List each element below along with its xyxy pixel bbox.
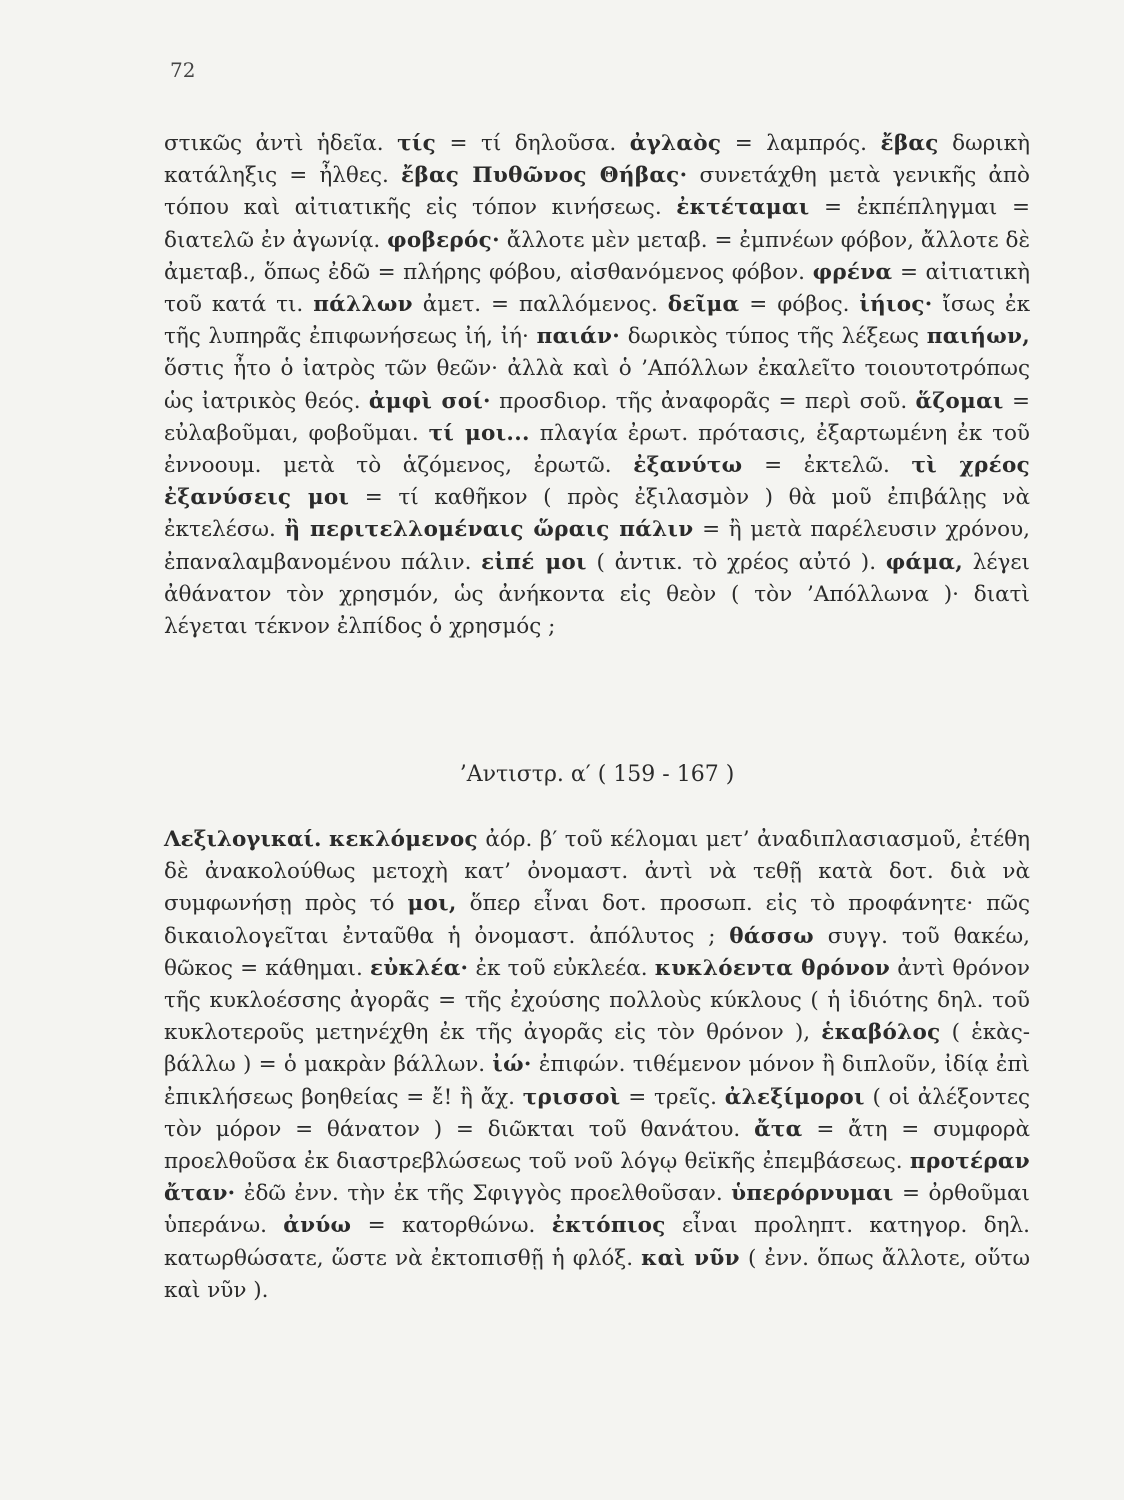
text-run: ἀντὶ θρόνον τῆς κυκλοέσσης ἀγορᾶς = τῆς ἐχούσης πολλοὺς κύκλους ( ἡ ἰδιότης δηλ. τοῦ κυκλοτεροῦς μετηνέχθη ἐκ τῆς ἀγορᾶς εἰς τὸν θρόνον ), bbox=[164, 955, 1030, 1046]
text-run: λέγει ἀθάνατον τὸν χρησμόν, ὡς ἀνήκοντα εἰς θεὸν ( τὸν ’Απόλλωνα )· διατὶ λέγεται τέκνον ἐλπίδος ὁ χρησμός ; bbox=[164, 549, 1030, 640]
text-run: συγγ. τοῦ θακέω, θῶκος = κάθημαι. bbox=[164, 923, 1030, 981]
text-run bbox=[321, 827, 329, 852]
keyword: εἰπέ μοι bbox=[481, 549, 587, 575]
keyword: ἀνύω bbox=[283, 1213, 352, 1239]
section-heading: ’Αντιστρ. α′ ( 159 - 167 ) bbox=[459, 762, 735, 787]
text-run: = κατορθώνω. bbox=[351, 1213, 552, 1239]
text-run: δωρικὴ κατάληξις = ἦλθες. bbox=[164, 131, 1030, 189]
text-run: ( ἀντικ. τὸ χρέος αὐτό ). bbox=[586, 549, 886, 575]
keyword: ἑκαβόλος bbox=[821, 1020, 941, 1046]
keyword: ἐξανύτω bbox=[633, 453, 743, 479]
keyword: φοβερός· bbox=[387, 227, 500, 253]
keyword: ἰήιος· bbox=[859, 292, 933, 318]
text-run: πλαγία ἐρωτ. πρότασις, ἐξαρτωμένη ἐκ τοῦ ἐννοουμ. μετὰ τὸ ἁζόμενος, ἐρωτῶ. bbox=[164, 420, 1030, 479]
keyword: κυκλόεντα θρόνον bbox=[654, 955, 891, 981]
keyword: τίς bbox=[397, 131, 436, 156]
text-run: = αἰτιατικὴ τοῦ κατά τι. bbox=[164, 259, 1030, 318]
page-number: 72 bbox=[170, 58, 196, 82]
keyword: ἢ περιτελλομέναις ὥραις πάλιν bbox=[284, 517, 694, 543]
keyword: παιάν· bbox=[536, 324, 620, 350]
keyword: παιήων, bbox=[926, 324, 1030, 350]
text-run: = τρεῖς. bbox=[620, 1084, 725, 1110]
text-run: ἀόρ. β′ τοῦ κέλομαι μετ’ ἀναδιπλασιασμοῦ, ἐτέθη δὲ ἀνακολούθως μετοχὴ κατ’ ὀνομαστ. ἀντὶ νὰ τεθῇ κατὰ δοτ. διὰ νὰ συμφωνήσῃ πρὸς τό bbox=[164, 827, 1030, 917]
text-run: = τί καθῆκον ( πρὸς ἐξιλασμὸν ) θὰ μοῦ ἐπιβάλῃς νὰ ἐκτελέσω. bbox=[164, 485, 1030, 543]
text-run: στικῶς ἀντὶ ἡδεῖα. bbox=[164, 131, 398, 156]
keyword: κεκλόμενος bbox=[329, 827, 478, 852]
text-run: = τί δηλοῦσα. bbox=[435, 131, 630, 156]
section-label: Λεξιλογικαί. bbox=[164, 827, 322, 852]
text-run: προσδιορ. τῆς ἀναφορᾶς = περὶ σοῦ. bbox=[490, 388, 916, 414]
keyword: ἀγλαὸς bbox=[629, 131, 722, 156]
text-run: ἐδῶ ἐνν. τὴν ἐκ τῆς Σφιγγὸς προελθοῦσαν. bbox=[235, 1181, 732, 1207]
text-run: ὅπερ εἶναι δοτ. προσωπ. εἰς τὸ προφάνητε· πῶς δικαιολογεῖται ἐνταῦθα ἡ ὀνομαστ. ἀπόλυτος ; bbox=[164, 891, 1030, 949]
keyword: πάλλων bbox=[313, 292, 413, 318]
text-run: = φόβος. bbox=[739, 292, 860, 318]
keyword: προτέραν ἄταν· bbox=[164, 1149, 1030, 1207]
keyword: καὶ νῦν bbox=[641, 1245, 740, 1271]
keyword: ἐκτέταμαι bbox=[676, 195, 810, 221]
keyword: μοι, bbox=[407, 891, 457, 917]
keyword: φρένα bbox=[812, 259, 893, 285]
keyword: θάσσω bbox=[729, 923, 814, 949]
text-run: ἐκ τοῦ εὐκλεέα. bbox=[468, 955, 655, 981]
text-run: = λαμπρός. bbox=[721, 131, 881, 156]
text-run: ( οἱ ἀλέξοντες τὸν μόρον = θάνατον ) = διῶκται τοῦ θανάτου. bbox=[164, 1084, 1030, 1142]
keyword: ἄτα bbox=[754, 1116, 803, 1142]
text-run: ἐπιφών. τιθέμενον μόνον ἢ διπλοῦν, ἰδίᾳ ἐπὶ ἐπικλήσεως βοηθείας = ἔ! ἢ ἄχ. bbox=[164, 1052, 1030, 1110]
text-run: = ἄτη = συμφορὰ προελθοῦσα ἐκ διαστρεβλώσεως τοῦ νοῦ λόγῳ θεϊκῆς ἐπεμβάσεως. bbox=[164, 1116, 1030, 1175]
keyword: τρισσοὶ bbox=[522, 1084, 621, 1110]
keyword: τί μοι... bbox=[428, 420, 530, 446]
keyword: φάμα, bbox=[885, 549, 964, 575]
keyword: εὐκλέα· bbox=[369, 955, 469, 981]
text-run: ( ἐνν. ὅπως ἄλλοτε, οὕτω καὶ νῦν ). bbox=[164, 1245, 1030, 1303]
keyword: ἔβας bbox=[880, 131, 939, 156]
text-run: δωρικὸς τύπος τῆς λέξεως bbox=[620, 324, 927, 350]
commentary-paragraph-1 bbox=[164, 128, 1030, 643]
keyword: ἰώ· bbox=[492, 1052, 532, 1078]
keyword: τὶ χρέος ἐξανύσεις μοι bbox=[164, 453, 1030, 511]
text-run: ὅστις ἦτο ὁ ἰατρὸς τῶν θεῶν· ἀλλὰ καὶ ὁ ’Απόλλων ἐκαλεῖτο τοιουτοτρόπως ὡς ἰατρικὸς θεός. bbox=[164, 356, 1030, 414]
text-run: ἴσως ἐκ τῆς λυπηρᾶς ἐπιφωνήσεως ἰή, ἰή· bbox=[164, 292, 1031, 350]
vocabulary-paragraph bbox=[164, 824, 1030, 1307]
text-run: = ἐκτελῶ. bbox=[742, 453, 912, 479]
keyword: ἀλεξίμοροι bbox=[724, 1084, 865, 1110]
text-run: συνετάχθη μετὰ γενικῆς ἀπὸ τόπου καὶ αἰτιατικῆς εἰς τόπον κινήσεως. bbox=[164, 163, 1031, 221]
keyword: δεῖμα bbox=[667, 292, 740, 318]
text-run: = εὐλαβοῦμαι, φοβοῦμαι. bbox=[164, 388, 1030, 446]
keyword: ἔβας Πυθῶνος Θήβας· bbox=[401, 163, 688, 189]
text-run: ἄλλοτε μὲν μεταβ. = ἐμπνέων φόβον, ἄλλοτε δὲ ἀμεταβ., ὅπως ἐδῶ = πλήρης φόβου, αἰσθανόμενος φόβον. bbox=[164, 227, 1030, 285]
keyword: ὑπερόρνυμαι bbox=[731, 1181, 894, 1207]
keyword: ἐκτόπιος bbox=[551, 1213, 666, 1239]
text-run: = ὀρθοῦμαι ὑπεράνω. bbox=[164, 1181, 1030, 1239]
keyword: ἀμφὶ σοί· bbox=[368, 388, 491, 414]
keyword: ἅζομαι bbox=[915, 388, 1004, 414]
text-run: = ἐκπέπληγμαι = διατελῶ ἐν ἀγωνίᾳ. bbox=[164, 195, 1031, 253]
text-run: ( ἑκὰς-βάλλω ) = ὁ μακρὰν βάλλων. bbox=[164, 1020, 1030, 1078]
text-run: = ἢ μετὰ παρέλευσιν χρόνου, ἐπαναλαμβανομένου πάλιν. bbox=[164, 517, 1030, 575]
text-run: εἶναι προληπτ. κατηγορ. δηλ. κατωρθώσατε, ὥστε νὰ ἐκτοπισθῇ ἡ φλόξ. bbox=[164, 1213, 1030, 1271]
text-run: ἀμετ. = παλλόμενος. bbox=[412, 292, 668, 318]
